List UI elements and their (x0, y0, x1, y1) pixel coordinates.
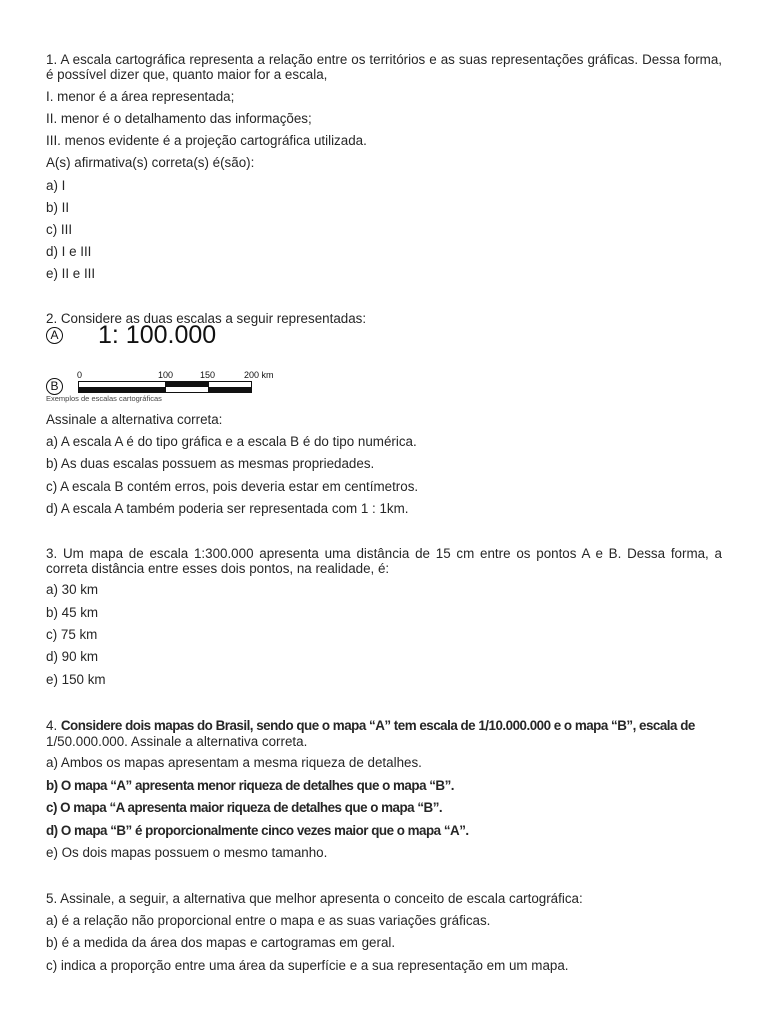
q2-option-c: c) A escala B contém erros, pois deveria estar em centímetros. (46, 479, 419, 494)
scale-segment-2 (165, 381, 209, 393)
scale-tick-200: 200 km (244, 370, 274, 380)
q5-option-b: b) é a medida da área dos mapas e cartogramas em geral. (46, 935, 396, 950)
q5-option-a: a) é a relação não proporcional entre o mapa e as suas variações gráficas. (46, 913, 491, 928)
scale-tick-150: 150 (200, 370, 216, 380)
q3-option-e: e) 150 km (46, 672, 106, 687)
scale-b-marker: B (46, 378, 63, 395)
q5-stem: 5. Assinale, a seguir, a alternativa que melhor apresenta o conceito de escala cartográfica: (46, 891, 583, 906)
q1-stem: 1. A escala cartográfica representa a relação entre os territórios e as suas representações gráficas. Dessa forma, é possível dizer que, quanto maior for a escala, (46, 52, 722, 82)
q1-option-d: d) I e III (46, 244, 92, 259)
q5-option-c: c) indica a proporção entre uma área da superfície e a sua representação em um mapa. (46, 958, 569, 973)
q2-option-d: d) A escala A também poderia ser representada com 1 : 1km. (46, 501, 409, 516)
q3-option-a: a) 30 km (46, 582, 99, 597)
q4-option-d: d) O mapa “B” é proporcionalmente cinco vezes maior que o mapa “A”. (46, 823, 469, 838)
figure-caption: Exemplos de escalas cartográficas (46, 394, 162, 403)
scale-segment-1 (78, 381, 166, 393)
q1-option-e: e) II e III (46, 266, 96, 281)
q3-option-c: c) 75 km (46, 627, 98, 642)
q4-stem-bold: Considere dois mapas do Brasil, sendo que o mapa “A” tem escala de 1/10.000.000 e o mapa “B”, escala de (60, 718, 695, 733)
q4-option-c: c) O mapa “A apresenta maior riqueza de detalhes que o mapa “B”. (46, 800, 443, 815)
q1-option-c: c) III (46, 222, 73, 237)
q1-item-2: II. menor é o detalhamento das informações; (46, 111, 312, 126)
scale-segment-3 (208, 381, 252, 393)
graphic-scale-bar (78, 370, 278, 396)
q4-option-e: e) Os dois mapas possuem o mesmo tamanho. (46, 845, 328, 860)
q2-option-b: b) As duas escalas possuem as mesmas propriedades. (46, 456, 375, 471)
q1-item-1: I. menor é a área representada; (46, 89, 235, 104)
scale-tick-0: 0 (77, 370, 83, 380)
q3-option-b: b) 45 km (46, 605, 99, 620)
q1-prompt: A(s) afirmativa(s) correta(s) é(são): (46, 155, 255, 170)
q4-stem (46, 718, 722, 733)
q3-stem: 3. Um mapa de escala 1:300.000 apresenta uma distância de 15 cm entre os pontos A e B. Dessa forma, a correta distância entre esses dois pontos, na realidade, é: (46, 546, 722, 576)
q4-option-b: b) O mapa “A” apresenta menor riqueza de detalhes que o mapa “B”. (46, 778, 455, 793)
q2-option-a: a) A escala A é do tipo gráfica e a escala B é do tipo numérica. (46, 434, 417, 449)
q4-option-a: a) Ambos os mapas apresentam a mesma riqueza de detalhes. (46, 755, 422, 770)
scale-a-value: 1: 100.000 (98, 321, 217, 349)
q1-item-3: III. menos evidente é a projeção cartográfica utilizada. (46, 133, 367, 148)
q1-option-a: a) I (46, 178, 66, 193)
scale-tick-100: 100 (158, 370, 174, 380)
q3-option-d: d) 90 km (46, 649, 99, 664)
q1-option-b: b) II (46, 200, 70, 215)
q4-number: 4. (46, 718, 61, 733)
q2-prompt: Assinale a alternativa correta: (46, 412, 223, 427)
q2-stem: 2. Considere as duas escalas a seguir representadas: (46, 311, 367, 326)
q4-stem-rest: 1/50.000.000. Assinale a alternativa correta. (46, 734, 308, 749)
scale-a-marker: A (46, 327, 63, 344)
